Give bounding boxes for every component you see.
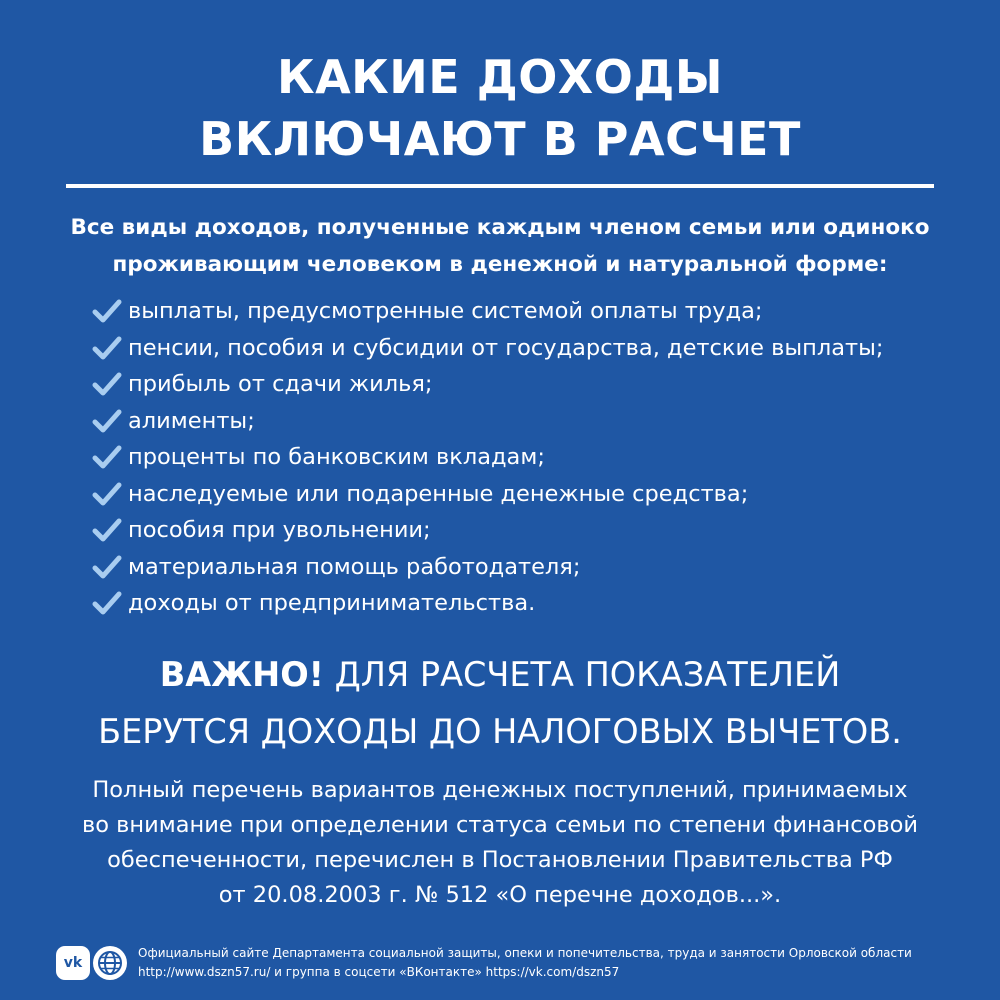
list-item-text: пособия при увольнении;	[128, 517, 431, 544]
list-item-text: материальная помощь работодателя;	[128, 553, 581, 580]
vk-logo-icon[interactable]: vk	[56, 946, 90, 980]
title-line-2: ВКЛЮЧАЮТ В РАСЧЕТ	[199, 112, 801, 166]
footer	[56, 944, 912, 982]
list-item	[92, 585, 883, 622]
important-emphasis: ВАЖНО!	[159, 655, 324, 694]
list-item	[92, 549, 883, 586]
checkmark-icon	[92, 335, 122, 361]
title-divider	[66, 184, 934, 188]
note-line-1: Полный перечень вариантов денежных поступлений, принимаемых	[92, 777, 908, 803]
footer-icons	[56, 946, 127, 980]
page-title	[0, 46, 1000, 170]
note-line-3: обеспеченности, перечислен в Постановлении Правительства РФ	[107, 847, 893, 873]
list-item-text: пенсии, пособия и субсидии от государства, детские выплаты;	[128, 334, 884, 361]
list-item	[92, 403, 883, 440]
list-item	[92, 293, 883, 330]
income-list	[92, 293, 883, 622]
checkmark-icon	[92, 408, 122, 434]
list-item-text: наследуемые или подаренные денежные средства;	[128, 480, 749, 507]
list-item-text: алименты;	[128, 407, 255, 434]
intro-text	[0, 209, 1000, 283]
important-line-1-rest: ДЛЯ РАСЧЕТА ПОКАЗАТЕЛЕЙ	[323, 655, 841, 694]
intro-line-1: Все виды доходов, полученные каждым членом семьи или одиноко	[70, 215, 930, 240]
list-item	[92, 512, 883, 549]
globe-icon[interactable]	[93, 946, 127, 980]
checkmark-icon	[92, 481, 122, 507]
checkmark-icon	[92, 517, 122, 543]
list-item	[92, 330, 883, 367]
footer-line-1: Официальный сайте Департамента социальной защиты, опеки и попечительства, труда и занятости Орловской области	[138, 946, 912, 960]
note-line-4: от 20.08.2003 г. № 512 «О перечне доходов...».	[218, 882, 782, 908]
list-item-text: прибыль от сдачи жилья;	[128, 371, 433, 398]
note-line-2: во внимание при определении статуса семьи по степени финансовой	[81, 812, 919, 838]
title-line-1: КАКИЕ ДОХОДЫ	[276, 50, 723, 104]
checkmark-icon	[92, 298, 122, 324]
important-line-2: БЕРУТСЯ ДОХОДЫ ДО НАЛОГОВЫХ ВЫЧЕТОВ.	[98, 712, 902, 751]
list-item	[92, 366, 883, 403]
checkmark-icon	[92, 554, 122, 580]
list-item-text: выплаты, предусмотренные системой оплаты труда;	[128, 298, 763, 325]
list-item-text: доходы от предпринимательства.	[128, 590, 536, 617]
checkmark-icon	[92, 590, 122, 616]
checkmark-icon	[92, 444, 122, 470]
reference-note	[0, 773, 1000, 913]
list-item	[92, 476, 883, 513]
list-item-text: проценты по банковским вкладам;	[128, 444, 545, 471]
footer-line-2[interactable]: http://www.dszn57.ru/ и группа в соцсети «ВКонтакте» https://vk.com/dszn57	[138, 965, 620, 979]
important-line-1	[0, 646, 1000, 703]
list-item	[92, 439, 883, 476]
footer-text	[138, 944, 912, 982]
intro-line-2: проживающим человеком в денежной и натуральной форме:	[112, 252, 888, 277]
checkmark-icon	[92, 371, 122, 397]
important-notice	[0, 646, 1000, 760]
